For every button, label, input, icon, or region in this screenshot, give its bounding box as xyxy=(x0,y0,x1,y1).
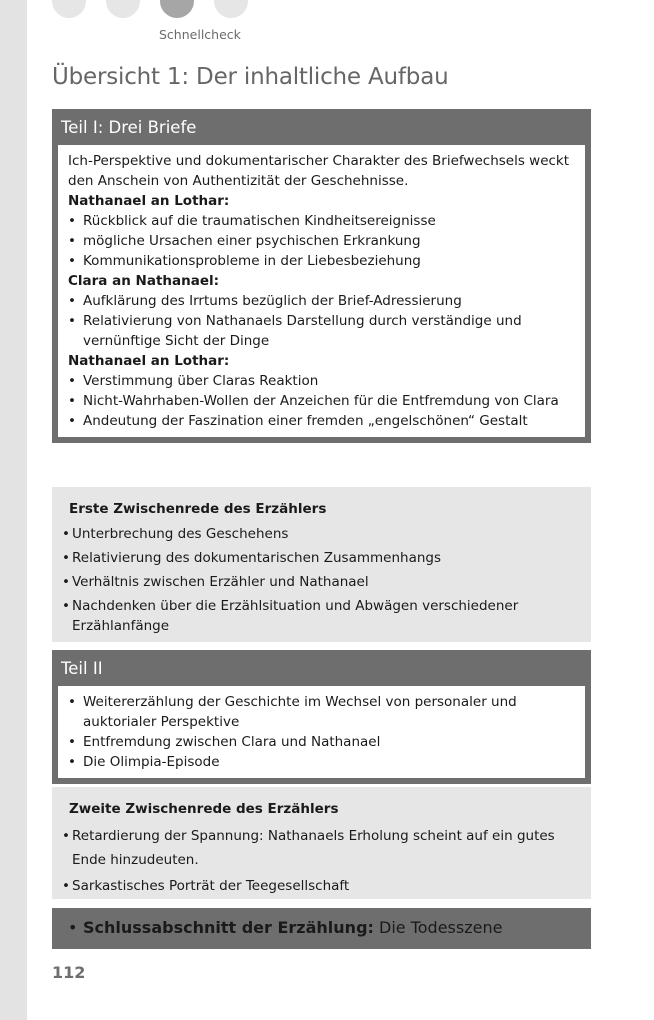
list-item: • Unterbrechung des Geschehens xyxy=(62,524,581,544)
teil1-intro: Ich-Perspektive und dokumentarischer Charakter des Briefwechsels weckt den Anschein von Authentizität der Geschehnisse. xyxy=(68,153,570,189)
list-item: • Relativierung von Nathanaels Darstellung durch verständige und vernünftige Sicht der Dinge xyxy=(68,311,577,351)
page-title: Übersicht 1: Der inhaltliche Aufbau xyxy=(52,64,449,90)
section-tab-1[interactable] xyxy=(52,0,86,18)
section-tab-2[interactable] xyxy=(106,0,140,18)
section-label: Schnellcheck xyxy=(159,27,241,42)
list-item: • Verstimmung über Claras Reaktion xyxy=(68,371,577,391)
teil1-group1-heading: Nathanael an Lothar: xyxy=(68,193,230,209)
list-item: • Aufklärung des Irrtums bezüglich der Brief-Adressierung xyxy=(68,291,577,311)
zwischenrede1-title: Erste Zwischenrede des Erzählers xyxy=(69,501,327,517)
teil1-group2-heading: Clara an Nathanael: xyxy=(68,273,220,289)
zwischenrede1-list xyxy=(62,524,581,636)
teil1-content xyxy=(58,145,585,437)
list-item: • Andeutung der Faszination einer fremden „engelschönen“ Gestalt xyxy=(68,411,577,431)
teil1-group3-list xyxy=(68,371,577,431)
list-item: • Verhältnis zwischen Erzähler und Nathanael xyxy=(62,572,581,592)
list-item: • mögliche Ursachen einer psychischen Erkrankung xyxy=(68,231,577,251)
schluss-content xyxy=(58,914,585,951)
schluss-label: Schlussabschnitt der Erzählung: xyxy=(83,918,374,937)
list-item: • Entfremdung zwischen Clara und Nathanael xyxy=(68,732,577,752)
teil2-box xyxy=(52,650,591,784)
schluss-box xyxy=(52,908,591,949)
teil1-group3-heading: Nathanael an Lothar: xyxy=(68,353,230,369)
list-item: • Nachdenken über die Erzählsituation und Abwägen verschiedener Erzählanfänge xyxy=(62,596,581,636)
schluss-list xyxy=(68,918,577,938)
list-item: • Rückblick auf die traumatischen Kindheitsereignisse xyxy=(68,211,577,231)
schluss-text: Die Todesszene xyxy=(379,918,503,937)
section-tab-schnellcheck-active[interactable] xyxy=(160,0,194,18)
list-item: • Retardierung der Spannung: Nathanaels Erholung scheint auf ein gutes Ende hinzudeuten. xyxy=(62,824,581,872)
zwischenrede1-box xyxy=(52,487,591,642)
teil1-group2-list xyxy=(68,291,577,351)
teil1-group1-list xyxy=(68,211,577,271)
list-item: • Weitererzählung der Geschichte im Wechsel von personaler und auktorialer Perspektive xyxy=(68,692,577,732)
section-tab-4[interactable] xyxy=(214,0,248,18)
list-item xyxy=(68,918,577,938)
page-number: 112 xyxy=(52,963,86,982)
list-item: • Sarkastisches Porträt der Teegesellschaft xyxy=(62,876,581,896)
teil2-title: Teil II xyxy=(61,659,103,678)
zwischenrede2-box xyxy=(52,787,591,899)
zwischenrede2-title: Zweite Zwischenrede des Erzählers xyxy=(69,801,339,817)
teil1-box xyxy=(52,109,591,443)
list-item: • Die Olimpia-Episode xyxy=(68,752,577,772)
zwischenrede2-list xyxy=(62,824,581,896)
teil2-list xyxy=(58,686,585,778)
teil1-title: Teil I: Drei Briefe xyxy=(61,118,197,137)
side-margin-strip xyxy=(0,0,27,1020)
list-item: • Relativierung des dokumentarischen Zusammenhangs xyxy=(62,548,581,568)
list-item: • Nicht-Wahrhaben-Wollen der Anzeichen für die Entfremdung von Clara xyxy=(68,391,577,411)
list-item: • Kommunikationsprobleme in der Liebesbeziehung xyxy=(68,251,577,271)
